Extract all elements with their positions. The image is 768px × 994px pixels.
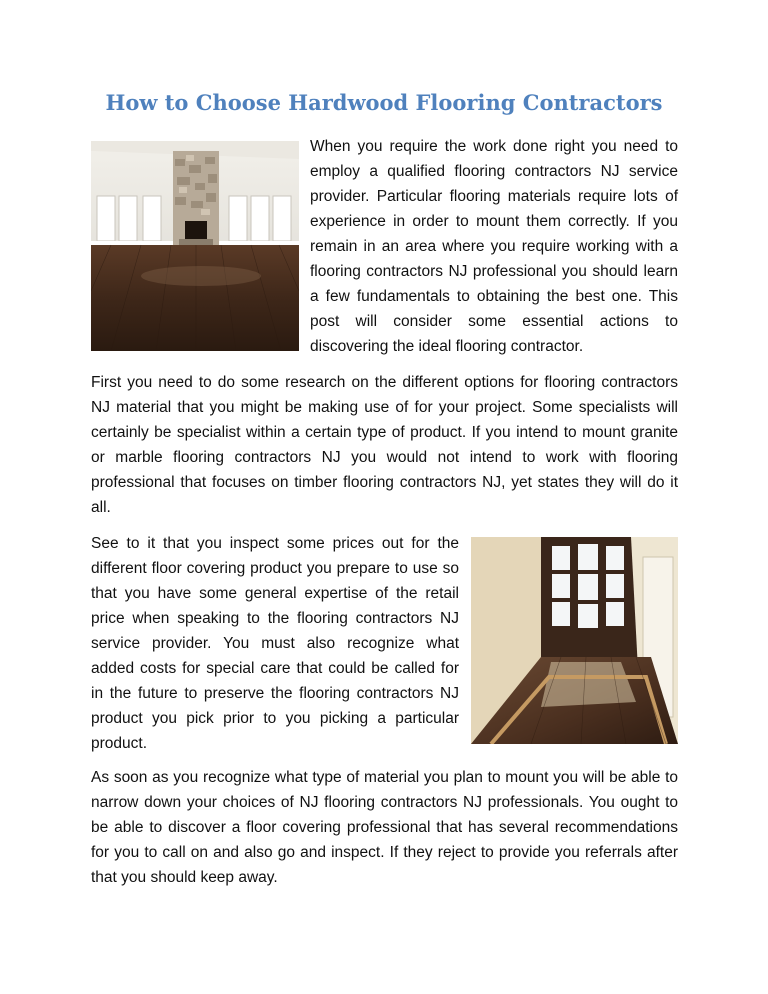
page-title: How to Choose Hardwood Flooring Contractors (105, 90, 663, 115)
paragraph-1: When you require the work done right you need to employ a qualified flooring contractors NJ service provider. Particular flooring materials require lots of experience in order to mount them correctly. If you remain in an area where you require working with a flooring contractors NJ professional you should learn a few fundamentals to obtaining the best one. This post will consider some essential actions to discovering the ideal flooring contractor. (310, 138, 678, 355)
paragraph-4: As soon as you recognize what type of material you plan to mount you will be able to narrow down your choices of NJ flooring contractors NJ professionals. You ought to be able to discover a floor covering professional that has several recommendations for you to call on and also go and inspect. If they reject to provide you referrals after that you should keep away. (91, 769, 678, 886)
paragraph-2: First you need to do some research on the different options for flooring contractors NJ material that you might be making use of for your project. Some specialists will certainly be specialist within a certain type of product. If you intend to mount granite or marble flooring contractors NJ you would not intend to work with flooring professional that focuses on timber flooring contractors NJ, yet states they will do it all. (91, 374, 678, 516)
hallway-photo (471, 537, 678, 744)
paragraph-3: See to it that you inspect some prices out for the different floor covering product you prepare to use so that you have some general expertise of the retail price when speaking to the flooring contractors NJ service provider. You must also recognize what added costs for special care that could be called for in the future to preserve the flooring contractors NJ product you pick prior to you picking a particular product. (91, 535, 459, 752)
living-room-photo (91, 141, 299, 351)
